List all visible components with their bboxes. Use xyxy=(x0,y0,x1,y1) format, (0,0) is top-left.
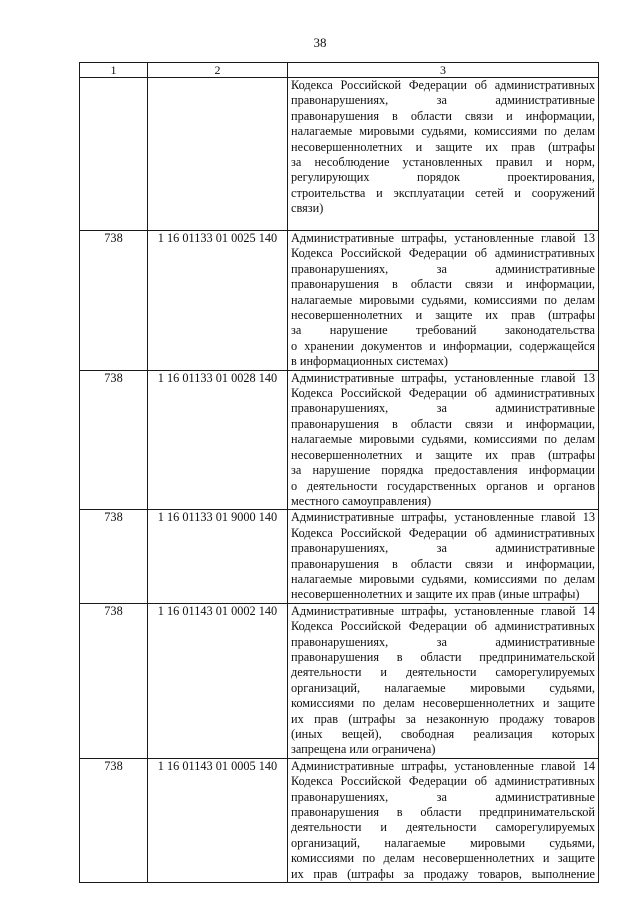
admin-code-cell: 738 xyxy=(80,510,148,603)
description-line: Кодекса Российской Федерации об административных xyxy=(291,78,595,92)
admin-code-cell: 738 xyxy=(80,603,148,758)
admin-code-cell: 738 xyxy=(80,231,148,371)
description-line: налагаемые мировыми судьями, комиссиями по делам xyxy=(291,571,595,586)
table-body xyxy=(80,78,599,883)
description-line: деятельности и деятельности саморегулируемых xyxy=(291,820,595,835)
budget-code-cell: 1 16 01133 01 0028 140 xyxy=(148,370,288,510)
table-row xyxy=(80,758,599,882)
description-line: организаций, налагаемые мировыми судьями, xyxy=(291,835,595,850)
page-number: 38 xyxy=(313,35,327,50)
description-cell xyxy=(288,603,599,758)
description-line: правонарушения в области связи и информации, xyxy=(291,416,595,431)
description-line: Административные штрафы, установленные главой 14 xyxy=(291,758,595,773)
column-header-2: 2 xyxy=(148,63,288,78)
description-cell xyxy=(288,370,599,510)
column-header-3: 3 xyxy=(288,63,599,78)
description-line: Кодекса Российской Федерации об административных xyxy=(291,386,595,401)
description-line: Административные штрафы, установленные главой 13 xyxy=(291,510,595,525)
description-line: в информационных системах) xyxy=(291,354,448,369)
admin-code-cell xyxy=(80,78,148,231)
description-line: несовершеннолетних и защите их прав (штрафы xyxy=(291,447,595,462)
budget-code-cell: 1 16 01133 01 9000 140 xyxy=(148,510,288,603)
description-line: правонарушениях, за административные xyxy=(291,634,595,649)
admin-code-cell: 738 xyxy=(80,370,148,510)
description-line: правонарушения в области связи и информации, xyxy=(291,108,595,123)
description-line: Административные штрафы, установленные главой 14 xyxy=(291,603,595,618)
description-line: Кодекса Российской Федерации об административных xyxy=(291,525,595,540)
description-line: организаций, налагаемые мировыми судьями, xyxy=(291,680,595,695)
description-line: Кодекса Российской Федерации об административных xyxy=(291,246,595,261)
description-line: комиссиями по делам несовершеннолетних и защите xyxy=(291,696,595,711)
description-line: правонарушениях, за административные xyxy=(291,541,595,556)
description-line: Административные штрафы, установленные главой 13 xyxy=(291,231,595,245)
description-line: Административные штрафы, установленные главой 13 xyxy=(291,370,595,385)
description-cell xyxy=(288,231,599,371)
description-line: Кодекса Российской Федерации об административных xyxy=(291,774,595,789)
description-line: строительства и эксплуатации сетей и сооружений xyxy=(291,185,595,200)
description-line: налагаемые мировыми судьями, комиссиями по делам xyxy=(291,292,595,307)
description-line: их прав (штрафы за продажу товаров, выполнение xyxy=(291,866,595,881)
table-row xyxy=(80,231,599,371)
description-line: Кодекса Российской Федерации об административных xyxy=(291,619,595,634)
table-row xyxy=(80,510,599,603)
description-line: о деятельности государственных органов и органов xyxy=(291,478,595,493)
description-line: налагаемые мировыми судьями, комиссиями по делам xyxy=(291,432,595,447)
description-line: несовершеннолетних и защите их прав (иные штрафы) xyxy=(291,587,580,602)
description-line: налагаемые мировыми судьями, комиссиями по делам xyxy=(291,124,595,139)
table-row xyxy=(80,78,599,231)
description-line: деятельности и деятельности саморегулируемых xyxy=(291,665,595,680)
description-line: правонарушениях, за административные xyxy=(291,93,595,108)
table-row xyxy=(80,370,599,510)
budget-code-cell xyxy=(148,78,288,231)
description-line: несовершеннолетних и защите их прав (штрафы xyxy=(291,308,595,323)
description-line: (иных вещей), свободная реализация которых xyxy=(291,727,595,741)
table-header-row xyxy=(80,63,599,78)
description-line: связи) xyxy=(291,201,324,216)
description-line: правонарушения в области связи и информации, xyxy=(291,556,595,571)
table-row xyxy=(80,603,599,758)
admin-code-cell: 738 xyxy=(80,758,148,882)
budget-codes-table xyxy=(79,62,599,883)
description-cell xyxy=(288,510,599,603)
description-line: их прав (штрафы за незаконную продажу товаров xyxy=(291,711,595,726)
column-header-1: 1 xyxy=(80,63,148,78)
description-line: правонарушениях, за административные xyxy=(291,261,595,276)
description-line: о хранении документов и информации, содержащейся xyxy=(291,338,595,353)
description-line: за нарушение требований законодательства xyxy=(291,323,595,338)
description-line: несовершеннолетних и защите их прав (штрафы xyxy=(291,139,595,154)
description-line: за нарушение порядка предоставления информации xyxy=(291,463,595,478)
description-line: местного самоуправления) xyxy=(291,493,432,508)
budget-code-cell: 1 16 01143 01 0005 140 xyxy=(148,758,288,882)
description-line: запрещена или ограничена) xyxy=(291,742,436,757)
description-line: за несоблюдение установленных правил и норм, xyxy=(291,155,595,170)
description-line: правонарушения в области предпринимательской xyxy=(291,649,595,664)
description-cell xyxy=(288,78,599,231)
description-cell xyxy=(288,758,599,882)
description-line: правонарушениях, за административные xyxy=(291,401,595,416)
description-line: правонарушениях, за административные xyxy=(291,789,595,804)
description-line: правонарушения в области связи и информации, xyxy=(291,277,595,292)
budget-code-cell: 1 16 01133 01 0025 140 xyxy=(148,231,288,371)
description-line: регулирующих порядок проектирования, xyxy=(291,170,595,185)
budget-code-cell: 1 16 01143 01 0002 140 xyxy=(148,603,288,758)
description-line: комиссиями по делам несовершеннолетних и защите xyxy=(291,851,595,866)
description-line: правонарушения в области предпринимательской xyxy=(291,805,595,820)
